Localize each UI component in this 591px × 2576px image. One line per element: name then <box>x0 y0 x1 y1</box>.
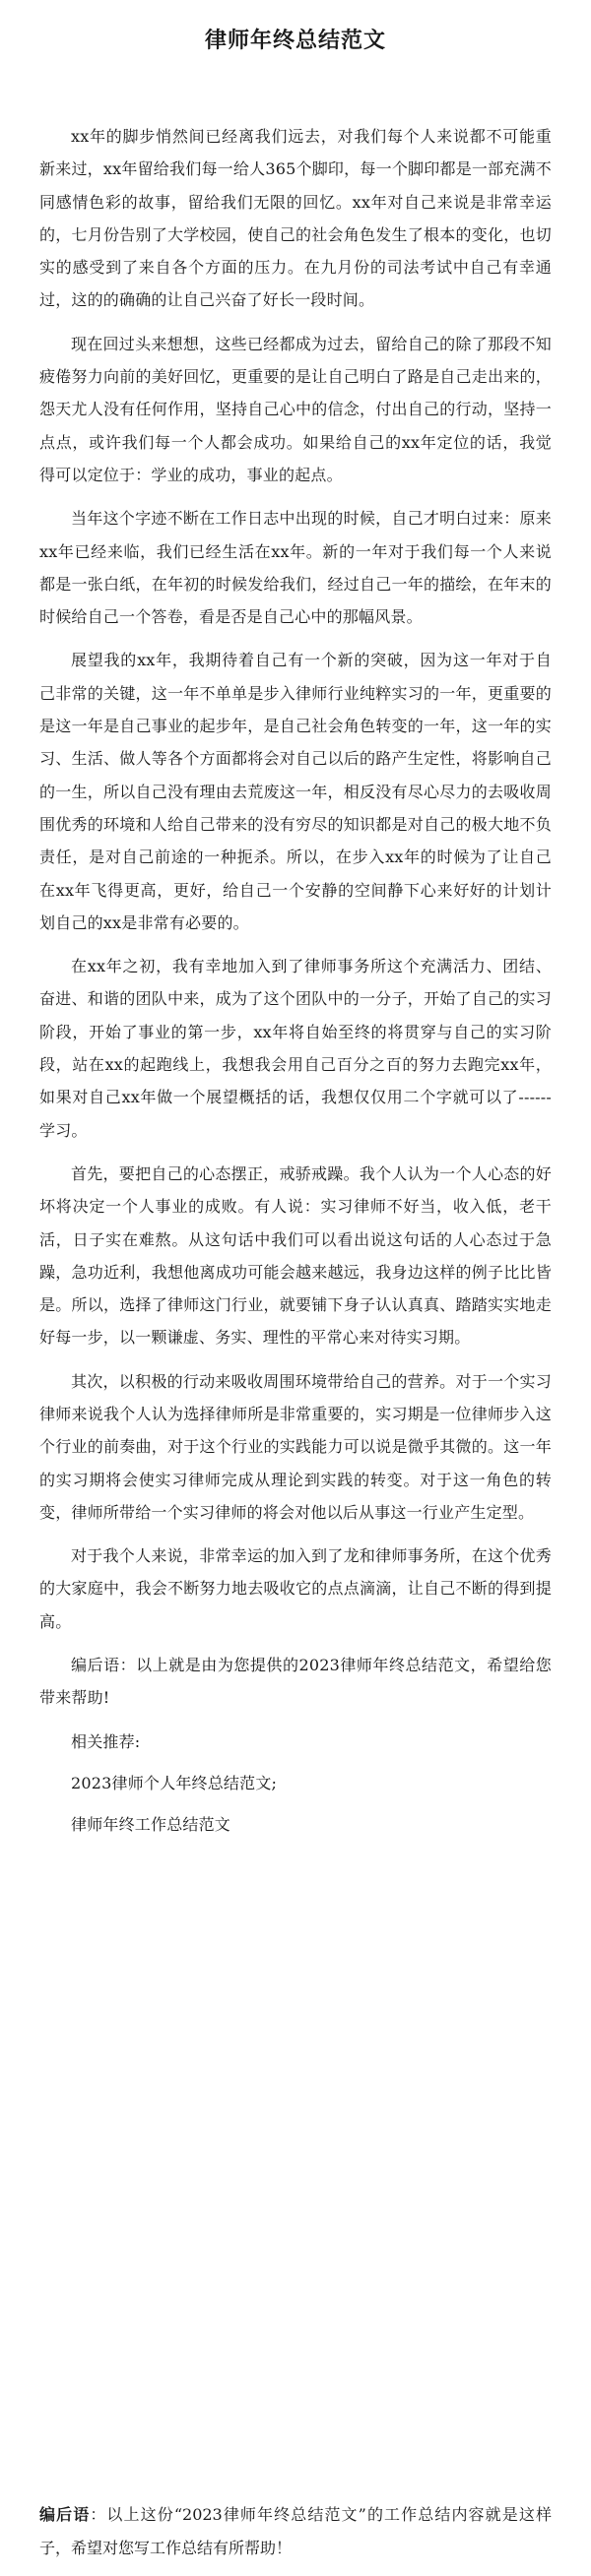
paragraph-6: 首先，要把自己的心态摆正，戒骄戒躁。我个人认为一个人心态的好坏将决定一个人事业的成败。有人说：实习律师不好当，收入低，老干活，日子实在难熬。从这句话中我们可以看出说这句话的人心态过于急躁，急功近利，我想他离成功可能会越来越远，我身边这样的例子比比皆是。所以，选择了律师这门行业，就要铺下身子认认真真、踏踏实实地走好每一步，以一颗谦虚、务实、理性的平常心来对待实习期。 <box>39 1163 552 1348</box>
footer-text: ：以上这份“2023律师年终总结范文”的工作总结内容就是这样子，希望对您写工作总结有所帮助！ <box>39 2505 552 2557</box>
footer-label: 编后语 <box>39 2505 91 2524</box>
paragraph-8: 对于我个人来说，非常幸运的加入到了龙和律师事务所，在这个优秀的大家庭中，我会不断努力地去吸收它的点点滴滴，让自己不断的得到提高。 <box>39 1546 552 1631</box>
related-link-1[interactable]: 2023律师个人年终总结范文; <box>71 1773 278 1792</box>
footer-note <box>39 2498 552 2565</box>
article-body <box>39 120 552 1851</box>
paragraph-7: 其次，以积极的行动来吸收周围环境带给自己的营养。对于一个实习律师来说我个人认为选择律师所是非常重要的，实习期是一位律师步入这个行业的前奏曲，对于这个行业的实践能力可以说是微乎其微的。这一年的实习期将会使实习律师完成从理论到实践的转变。对于这一角色的转变，律师所带给一个实习律师的将会对他以后从事这一行业产生定型。 <box>39 1371 552 1522</box>
paragraph-5: 在xx年之初，我有幸地加入到了律师事务所这个充满活力、团结、奋进、和谐的团队中来，成为了这个团队中的一分子，开始了自己的实习阶段，开始了事业的第一步，xx年将自始至终的将贯穿与自己的实习阶段，站在xx的起跑线上，我想我会用自己百分之百的努力去跑完xx年，如果对自己xx年做一个展望概括的话，我想仅仅用二个字就可以了------学习。 <box>39 957 552 1140</box>
paragraph-3: 当年这个字迹不断在工作日志中出现的时候，自己才明白过来：原来xx年已经来临，我们已经生活在xx年。新的一年对于我们每一个人来说都是一张白纸，在年初的时候发给我们，经过自己一年的描绘，在年末的时候给自己一个答卷，看是否是自己心中的那幅风景。 <box>39 509 552 627</box>
related-heading: 相关推荐: <box>71 1731 141 1751</box>
paragraph-2: 现在回过头来想想，这些已经都成为过去，留给自己的除了那段不知疲倦努力向前的美好回忆，更重要的是让自己明白了路是自己走出来的，怨天尤人没有任何作用，坚持自己心中的信念，付出自己的行动，坚持一点点，或许我们每一个人都会成功。如果给自己的xx年定位的话，我觉得可以定位于：学业的成功，事业的起点。 <box>39 334 552 484</box>
editor-note: 编后语：以上就是由为您提供的2023律师年终总结范文，希望给您带来帮助! <box>39 1656 552 1708</box>
page-title: 律师年终总结范文 <box>204 28 386 53</box>
paragraph-4: 展望我的xx年，我期待着自己有一个新的突破，因为这一年对于自己非常的关键，这一年不单单是步入律师行业纯粹实习的一年，更重要的是这一年是自己事业的起步年，是自己社会角色转变的一年，这一年的实习、生活、做人等各个方面都将会对自己以后的路产生定性，将影响自己的一生，所以自己没有理由去荒废这一年，相反没有尽心尽力的去吸收周围优秀的环境和人给自己带来的没有穷尽的知识都是对自己的极大地不负责任，是对自己前途的一种扼杀。所以，在步入xx年的时候为了让自己在xx年飞得更高，更好，给自己一个安静的空间静下心来好好的计划计划自己的xx是非常有必要的。 <box>39 651 552 932</box>
paragraph-1: xx年的脚步悄然间已经离我们远去，对我们每个人来说都不可能重新来过，xx年留给我们每一给人365个脚印，每一个脚印都是一部充满不同感情色彩的故事，留给我们无限的回忆。xx年对自己来说是非常幸运的，七月份告别了大学校园，使自己的社会角色发生了根本的变化，也切实的感受到了来自各个方面的压力。在九月份的司法考试中自己有幸通过，这的的确确的让自己兴奋了好长一段时间。 <box>39 127 552 310</box>
related-link-2[interactable]: 律师年终工作总结范文 <box>71 1815 231 1835</box>
